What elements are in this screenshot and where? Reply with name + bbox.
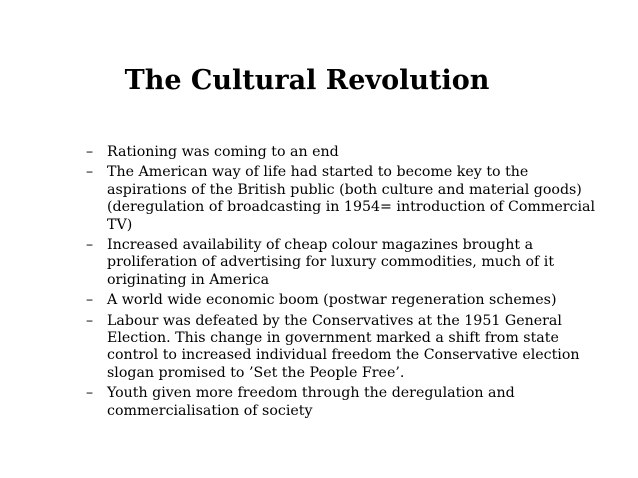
bullet-text: Rationing was coming to an end bbox=[107, 144, 339, 160]
bullet-dash: – bbox=[86, 237, 94, 254]
bullet-dash: – bbox=[86, 164, 94, 181]
bullet-item bbox=[86, 385, 606, 420]
bullet-text: Youth given more freedom through the deregulation and commercialisation of society bbox=[107, 385, 515, 419]
slide-title: The Cultural Revolution bbox=[124, 65, 490, 96]
bullet-dash: – bbox=[86, 385, 94, 402]
bullet-text: Labour was defeated by the Conservatives at the 1951 General Election. This change in government marked a shift from state control to increased individual freedom the Conservative election slogan promised to ’Set the People Free’. bbox=[107, 312, 580, 381]
bullet-item bbox=[86, 237, 606, 289]
bullet-text: Increased availability of cheap colour magazines brought a proliferation of advertising for luxury commodities, much of it originating in America bbox=[107, 237, 555, 288]
bullet-dash: – bbox=[86, 292, 94, 309]
bullet-item bbox=[86, 313, 606, 383]
bullet-list bbox=[86, 144, 606, 423]
bullet-item bbox=[86, 164, 606, 234]
bullet-dash: – bbox=[86, 144, 94, 160]
bullet-text: The American way of life had started to become key to the aspirations of the British public (both culture and material goods) (deregulation of broadcasting in 1954= introduction of Commercial TV) bbox=[107, 164, 595, 233]
bullet-text: A world wide economic boom (postwar regeneration schemes) bbox=[107, 292, 557, 309]
bullet-item bbox=[86, 144, 606, 161]
bullet-item bbox=[86, 292, 606, 309]
bullet-dash: – bbox=[86, 312, 94, 329]
